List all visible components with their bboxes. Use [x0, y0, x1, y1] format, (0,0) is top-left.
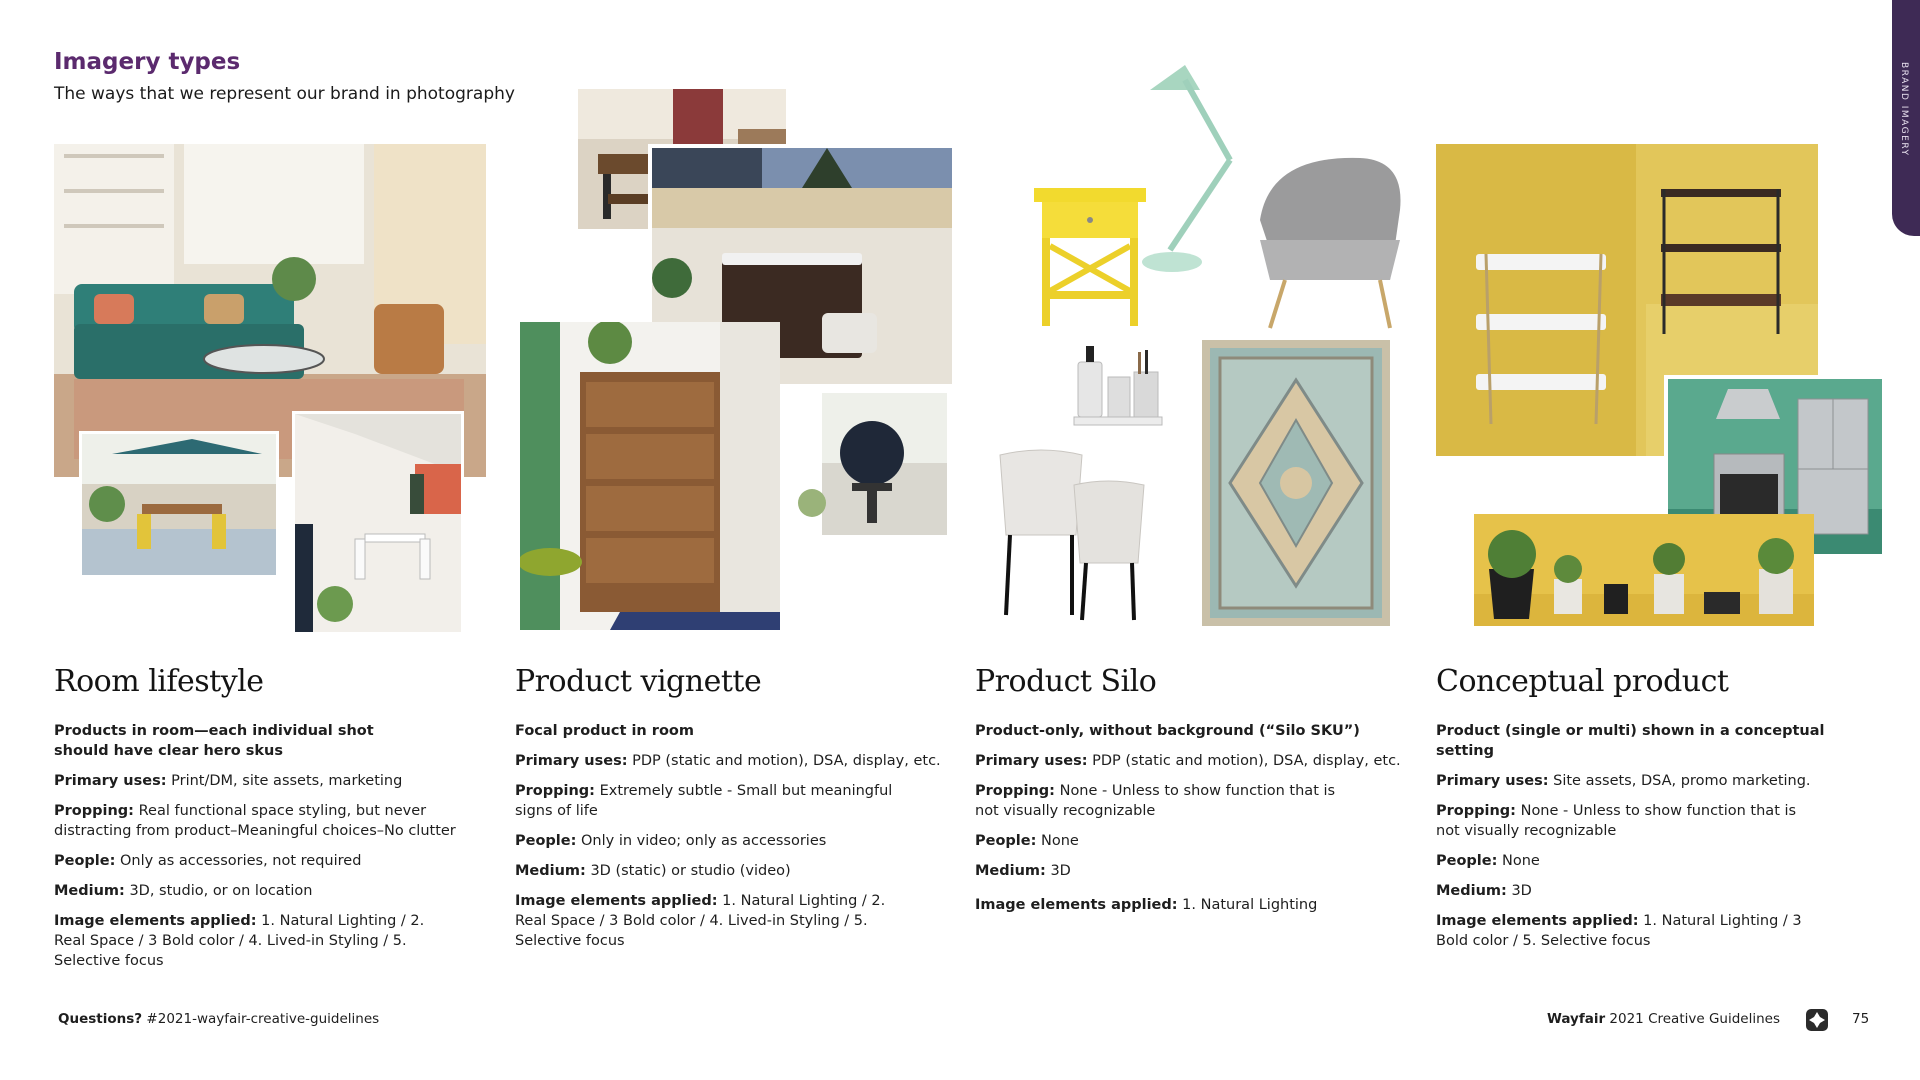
people: People: Only in video; only as accessories [515, 833, 827, 849]
silo-soap-dispenser-set-photo [1070, 342, 1166, 430]
propping: Propping: Real functional space styling, but never distracting from product–Meaningful choices–No clutter [54, 803, 456, 839]
people: People: None [1436, 853, 1540, 869]
vignette-grill-photo [792, 393, 947, 535]
room-lifestyle-patio-photo [79, 431, 279, 578]
column-room-lifestyle [54, 664, 494, 981]
image-elements-applied: Image elements applied: 1. Natural Lighting / 2. Real Space / 3 Bold color / 4. Lived-in Styling / 5. Selective focus [515, 893, 886, 949]
primary-uses: Primary uses: PDP (static and motion), DSA, display, etc. [975, 753, 1401, 769]
propping: Propping: Extremely subtle - Small but meaningful signs of life [515, 783, 893, 819]
column-lead: Product (single or multi) shown in a conceptual setting [1436, 723, 1825, 759]
medium: Medium: 3D [1436, 883, 1532, 899]
propping: Propping: None - Unless to show function that is not visually recognizable [1436, 803, 1797, 839]
column-product-vignette [515, 664, 955, 961]
medium: Medium: 3D (static) or studio (video) [515, 863, 791, 879]
image-elements-applied: Image elements applied: 1. Natural Lighting / 2. Real Space / 3 Bold color / 4. Lived-in Styling / 5. Selective focus [54, 913, 425, 969]
silo-planters-photo [996, 445, 1150, 623]
room-lifestyle-dining-photo [292, 411, 464, 635]
medium: Medium: 3D [975, 863, 1071, 879]
conceptual-planters-photo [1474, 514, 1814, 626]
medium: Medium: 3D, studio, or on location [54, 883, 313, 899]
people: People: Only as accessories, not required [54, 853, 362, 869]
image-elements-applied: Image elements applied: 1. Natural Lighting / 3 Bold color / 5. Selective focus [1436, 913, 1802, 949]
page-number: 75 [1852, 1011, 1870, 1027]
wayfair-logo-icon [1806, 1009, 1828, 1031]
column-heading: Product vignette [515, 664, 762, 699]
column-heading: Room lifestyle [54, 664, 264, 699]
silo-area-rug-photo [1202, 340, 1390, 626]
column-product-silo [975, 664, 1415, 925]
page-subtitle: The ways that we represent our brand in photography [54, 84, 515, 104]
column-conceptual-product [1436, 664, 1876, 961]
column-lead: Product-only, without background (“Silo SKU”) [975, 723, 1360, 739]
column-lead: Products in room—each individual shot should have clear hero skus [54, 723, 374, 759]
vignette-dresser-photo [520, 322, 780, 630]
primary-uses: Primary uses: Site assets, DSA, promo marketing. [1436, 773, 1811, 789]
column-heading: Conceptual product [1436, 664, 1729, 699]
primary-uses: Primary uses: Print/DM, site assets, marketing [54, 773, 403, 789]
footer-doc-title: Wayfair 2021 Creative Guidelines [1546, 1011, 1780, 1027]
slack-channel-link[interactable]: #2021-wayfair-creative-guidelines [142, 1011, 380, 1027]
column-lead: Focal product in room [515, 723, 694, 739]
side-tab-label: BRAND IMAGERY [1899, 62, 1909, 157]
people: People: None [975, 833, 1079, 849]
image-elements-applied: Image elements applied: 1. Natural Lighting [975, 897, 1318, 913]
silo-accent-chair-photo [1240, 150, 1410, 330]
side-tab [1892, 0, 1920, 236]
primary-uses: Primary uses: PDP (static and motion), DSA, display, etc. [515, 753, 941, 769]
propping: Propping: None - Unless to show function that is not visually recognizable [975, 783, 1336, 819]
footer-questions: Questions? #2021-wayfair-creative-guidelines [58, 1011, 380, 1027]
silo-desk-lamp-photo [1130, 50, 1250, 280]
page-title: Imagery types [54, 49, 241, 75]
column-heading: Product Silo [975, 664, 1157, 699]
